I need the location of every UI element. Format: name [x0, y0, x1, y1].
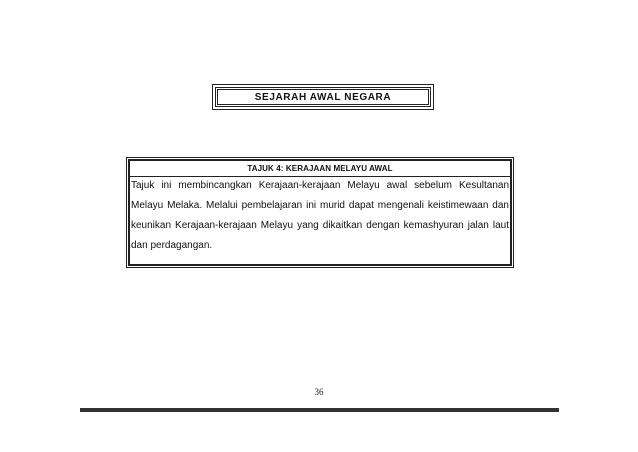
topic-description: Tajuk ini membincangkan Kerajaan-kerajaan Melayu awal sebelum Kesultanan Melayu Melaka. Melalui pembelajaran ini murid dapat mengenali keistimewaan dan keunikan Kerajaan-kerajaan Melayu yang dikaitkan dengan kemashyuran jalan laut dan perdagangan. — [131, 180, 509, 251]
topic-box — [126, 157, 514, 268]
section-title-box — [212, 84, 434, 110]
topic-heading: TAJUK 4: KERAJAAN MELAYU AWAL — [130, 161, 510, 177]
section-title: SEJARAH AWAL NEGARA — [215, 87, 431, 107]
topic-box-frame — [128, 159, 512, 266]
footer-divider — [80, 408, 559, 412]
page-number: 36 — [314, 387, 324, 397]
